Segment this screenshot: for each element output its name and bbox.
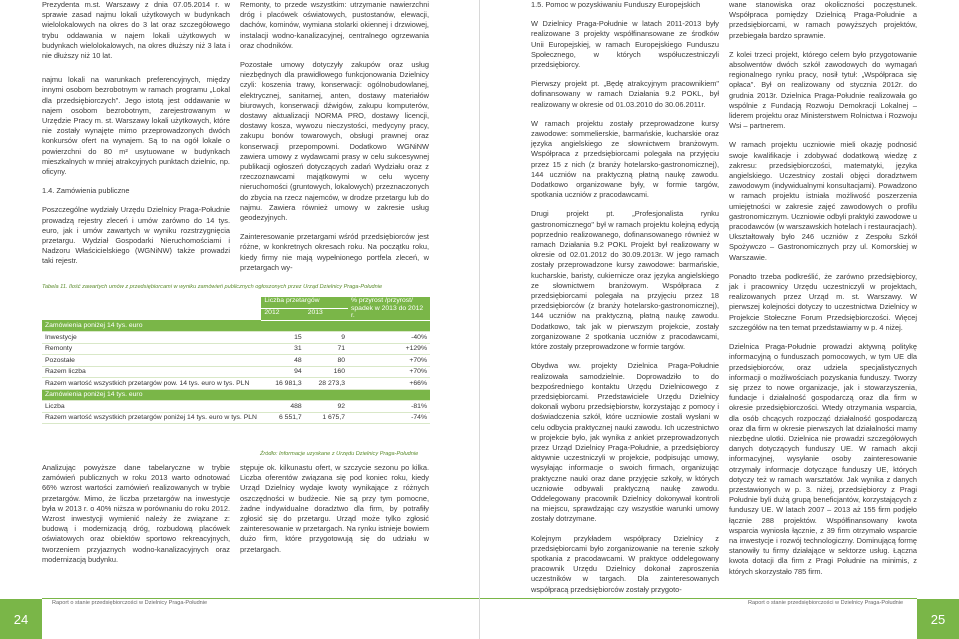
- paragraph: Analizując powyższe dane tabelaryczne w trybie zamówień publicznych w roku 2013 warto odnotować 66% wzrost wartości zamówień realizowanych w trybie przetargów. Mimo, że liczba przetargów na inwestycje była w 2013 r. o 40% niższa w porównaniu do roku 2012. Wzrost inwestycji wymienić należy że związane z: budową i modernizacją dróg, rozbudową placówek oświatowych oraz obiektów sportowo rekreacyjnych, tworzeniem przyjaznych wodno-kanalizacyjnych oraz modernizacją budynku.: [42, 463, 230, 564]
- row-value: +66%: [348, 378, 430, 390]
- row-value: [305, 389, 348, 401]
- row-value: [305, 320, 348, 332]
- right-page: [480, 0, 959, 639]
- paragraph: W ramach projektu zostały przeprowadzone kursy zawodowe: sommelierskie, barmańskie, kucharskie oraz języka angielskiego ze słownictwem branżowym. Współpraca z przedsiębiorcami polegała na przyjęciu przez 15 z nich (z branży hotelarsko-gastronomicznej), 144 uczniów na praktyczną płatną naukę zawodu. Dodatkowo organizowane były, w formie targów, spotkania uczniów z pracodawcami.: [531, 118, 719, 200]
- table-row: [42, 366, 430, 378]
- row-value: +70%: [348, 366, 430, 378]
- row-value: [348, 389, 430, 401]
- paragraph: Dzielnica Praga-Południe prowadzi aktywną politykę informacyjną o funduszach pomocowych, w tym UE dla przedsiębiorców, oraz udziela specjalistycznych informacji o możliwościach pozyskania funduszy. Tworzy się przez to nowe organizacje, jak i stowarzyszenia, fundacje i działalność gospodarczą oraz dla firm w okresie przedsiębiorczości. Wtedy otrzymania wsparcia, dla osób chcących rozpocząć działalność gospodarczą oraz dla firm w okresie pierwszych lat działalności mamy niezbędne ulotki. Dzielnica nie prowadzi szczegółowych danych dotyczących funduszy UE. W ramach akcji informacyjnej, wysyłanie osoby zainteresowanie otrzymały informacje dotyczące funduszy UE, których dotyczy też w ramach warsztatów. Jak wynika z danych przestawionych w p. 3. niżej, przedsiębiorcy z Pragi Południe byli dużą grupą beneficjantów, korzystających z funduszy UE. W latach 2007 – 2013 aż 155 firm podjęło łącznie 288 projektów. Współfinansowany kwota wsparcia wyniosła łącznie, z 39 firm otrzymało wsparcie na inwestycje i rozwój technologiczny. Dominującą formę stanowiły tu firmy działające w sektorze usług. Łączna kwota dotacji dla firm z Pragi Południe na minimis, z których skorzystało 785 firm.: [729, 342, 917, 576]
- table-row: [42, 401, 430, 413]
- row-value: 80: [305, 355, 348, 367]
- row-value: 9: [305, 332, 348, 344]
- header-year-2013: 2013: [305, 308, 348, 320]
- row-value: [261, 389, 304, 401]
- table-row: [42, 378, 430, 390]
- table-row: [42, 355, 430, 367]
- paragraph: Obydwa ww. projekty Dzielnica Praga-Południe realizowała samodzielnie. Doprowadziło to do bezpośredniego kontaktu Urzędu Dzielnicowego z przedsiębiorcami. Przedstawiciele Urzędu Dzielnicy dokonali wyboru przedsiębiorstw, korzystając z pomocy i doświadczenia szkół, które uczniowie zostali wysłani w celu odbycia praktycznej nauki zawodu. Ich uczestnictwo w projekcie było, jak wynika z ankiet przeprowadzonych przez Urząd Dzielnicy Praga-Południe, a przedsiębiorcy aktywnie uczestniczyli w projekcie, podpisując umowy, wysyłając informacje o swoich firmach, organizując praktyczne nauki oraz dane przyjęcie szkoły, w których uczniowie odbywali praktyczną naukę zawodu. Oddelegowany pracownik Dzielnicy dokonywał kontroli na miejscu, sprawdzając czy wszystkie warunki umowy zostały dotrzymane.: [531, 361, 719, 524]
- paragraph: Ponadto trzeba podkreślić, że zarówno przedsiębiorcy, jak i pracownicy Urzędu uczestniczyli w projektach, realizowanych przez Urząd m. st. Warszawy. W pierwszej kolejności dotyczy to uczestnictwa Dzielnicy w Projekcie Stołeczne Forum Przedsiębiorczości. Więcej szczegółów na ten temat przedstawiamy w p. 4 niżej.: [729, 271, 917, 332]
- row-value: 31: [261, 343, 304, 355]
- row-label: Liczba: [42, 401, 261, 413]
- row-value: -40%: [348, 332, 430, 344]
- row-value: 6 551,7: [261, 412, 304, 424]
- row-value: 94: [261, 366, 304, 378]
- row-value: 488: [261, 401, 304, 413]
- row-value: 1 675,7: [305, 412, 348, 424]
- paragraph: stępuje ok. kilkunastu ofert, w szczycie sezonu po kilka. Liczba oferentów związana się pod koniec roku, kiedy Urząd Dzielnicy wydaje kwoty wynikające z różnych oszczędności w budżecie. Nie są przy tym pomocne, żadne indywidualne doradztwo dla firm, by potrafiły zgłosić się do przetargu. Urząd może tylko zgłosić zainteresowanie w przetargach. Na rynku istnieje bowiem dużo firm, które przygotowują się do udziału w przetargach.: [240, 463, 429, 554]
- row-value: [261, 320, 304, 332]
- paragraph: W ramach projektu uczniowie mieli okazję podnosić swoje kwalifikacje i zdobywać dodatkową wiedzę z zakresu: przedsiębiorczości, matematyki, języka angielskiego. Uczestnicy zostali objęci doradztwem zawodowym (indywidualnymi konsultacjami). Powadzono w ramach projektu istniała możliwość poszerzenia umiejętności w zakresie zajęć zawodowych o profilu gastronomicznym. Uczniowie odbyli praktyki zawodowe u pracodawców (w warszawskich hotelach i restauracjach). Ukształtowały było 246 uczniów z Zespołu Szkół Spożywczo – Gastronomicznych przy ul. Komorskiej w Warszawie.: [729, 140, 917, 262]
- row-value: 28 273,3: [305, 378, 348, 390]
- table-row: [42, 412, 430, 424]
- row-value: 48: [261, 355, 304, 367]
- paragraph: wane stanowiska oraz okoliczności poczęstunek. Współpraca pomiędzy Dzielnicą Praga-Południe a przedsiębiorcami, w ramach powyższych projektów, przebiegała bardzo sprawnie.: [729, 0, 917, 40]
- header-year-2012: 2012: [261, 308, 304, 320]
- row-value: -74%: [348, 412, 430, 424]
- row-value: +70%: [348, 355, 430, 367]
- paragraph: najmu lokali na warunkach preferencyjnych, między innymi osobom bezrobotnym w ramach programu „Lokal dla przedsiębiorczych". Jego istotą jest oddawanie w najem osobom bezrobotnym, zarejestrowanym w Urzędzie Pracy m. st. Warszawy lokali użytkowych, które nie zostały wynajęte mimo przeprowadzonych dwóch konkursów ofert na wynajem. Są to na ogół lokale o powierzchni do 80 m² usytuowane w budynkach mieszkalnych w mniej atrakcyjnych punktach dzielnic, np. oficyny.: [42, 75, 230, 177]
- row-value: 15: [261, 332, 304, 344]
- right-column-2: [729, 0, 917, 586]
- page-number: 24: [0, 599, 42, 639]
- left-column-1: [42, 0, 230, 276]
- left-bottom-column-1: [42, 463, 230, 574]
- right-column-1: [531, 0, 719, 604]
- table-corner: [42, 308, 261, 320]
- row-value: 92: [305, 401, 348, 413]
- row-value: [348, 320, 430, 332]
- table-row: [42, 343, 430, 355]
- table-group-row: [42, 389, 430, 401]
- row-label: Remonty: [42, 343, 261, 355]
- left-column-2: [240, 0, 429, 282]
- row-label: Razem liczba: [42, 366, 261, 378]
- paragraph: Zainteresowanie przetargami wśród przedsiębiorców jest różne, w konkretnych okresach roku. Na początku roku, kiedy firmy nie mają wypełnionego portfela zleceń, w przetargach wy-: [240, 232, 429, 272]
- row-label: Razem wartość wszystkich przetargów poniżej 14 tys. euro w tys. PLN: [42, 412, 261, 424]
- section-heading: 1.5. Pomoc w pozyskiwaniu Funduszy Europejskich: [531, 0, 701, 9]
- table-row: [42, 332, 430, 344]
- table-group-row: [42, 320, 430, 332]
- footer-rule: [480, 598, 917, 599]
- header-tender-count: Liczba przetargów: [261, 297, 348, 308]
- page-number: 25: [917, 599, 959, 639]
- row-value: 71: [305, 343, 348, 355]
- row-value: +129%: [348, 343, 430, 355]
- row-label: Zamówienia poniżej 14 tys. euro: [42, 389, 261, 401]
- footer-text: Raport o stanie przedsiębiorczości w Dzielnicy Praga-Południe: [748, 600, 904, 606]
- table-corner: [42, 297, 261, 308]
- paragraph: Kolejnym przykładem współpracy Dzielnicy z przedsiębiorcami było zorganizowanie na terenie szkoły spotkania z pracodawcami. W praktyce oddelegowany pracownik Urzędu Dzielnicy dokonał zaproszenia uczestników w targach. Dla zainteresowanych współpracą przedsiębiorców zostały przygoto-: [531, 533, 719, 594]
- footer-rule: [42, 598, 479, 599]
- paragraph: Z kolei trzeci projekt, którego celem było przygotowanie absolwentów dwóch szkół zawodowych do wymagań regionalnego rynku pracy, nosił tytuł: „Współpraca się opłaca". Był on realizowany od stycznia 2012r. do grudnia 2013r. Dzielnica Praga-Południe realizowała go wspólnie z Fundacją Rozwoju Demokracji Lokalnej – liderem projektu oraz Ministerstwem Rolnictwa i Rozwoju Wsi – partnerem.: [729, 49, 917, 131]
- paragraph: Pierwszy projekt pt. „Będę atrakcyjnym pracownikiem" dofinansowany w ramach Działania 9.2 POKL, był realizowany w okresie od 01.03.2010 do 30.06.2011r.: [531, 79, 719, 109]
- section-heading: 1.4. Zamówienia publiczne: [42, 186, 130, 196]
- table-caption: Tabela 11. Ilość zawartych umów z przedsiębiorcami w wyniku zamówień publicznych ogłoszonych przez Urząd Dzielnicy Praga-Południe: [42, 284, 383, 290]
- left-bottom-column-2: [240, 463, 429, 564]
- row-value: 160: [305, 366, 348, 378]
- row-label: Pozostałe: [42, 355, 261, 367]
- row-label: Zamówienia poniżej 14 tys. euro: [42, 320, 261, 332]
- row-value: -81%: [348, 401, 430, 413]
- table-source: Źródło: Informacje uzyskane z Urzędu Dzielnicy Praga-Południe: [260, 451, 419, 457]
- paragraph: Pozostałe umowy dotyczyły zakupów oraz usług niezbędnych dla prawidłowego funkcjonowania Dzielnicy czyli: koszenia trawy, konserwacji: ogólnobudowlanej, elektrycznej, sanitarnej, anten, dostawy materiałów biurowych, konserwacji dźwigów, zakupu komputerów, dostawy aktualizacji NORMA PRO, dostawy licencji, dostawy kosza, wywozu nieczystości, medycyny pracy, zakupu bonów towarowych, obsługi prawnej oraz konserwacji przepompowni. Dodatkowo WGNiNW zawiera umowy z wydawcami prasy w celu sukcesywnej publikacji ogłoszeń dotyczących zadań Wydziału oraz z rzeczoznawcami majątkowymi w celu wyceny nieruchomości (gruntowych, lokalowych) przeznaczonych do zbycia na rzecz najemców, w drodze przetargu lub do najmu. Zawiera również umowy w zakresie usług geodezyjnych.: [240, 60, 429, 223]
- paragraph: Prezydenta m.st. Warszawy z dnia 07.05.2014 r. w sprawie zasad najmu lokali użytkowych w budynkach wielolokalowych na okres do 3 lat oraz szczegółowego trybu oddawania w najem lokali użytkowych w budynkach wielolokalowych, na okres dłuższy niż 3 lata i nie dłuższy niż 10 lat.: [42, 0, 230, 61]
- header-percent-change: % przyrost /przyrost/ spadek w 2013 do 2012 r.: [348, 297, 430, 320]
- row-label: Inwestycje: [42, 332, 261, 344]
- contracts-table: [42, 297, 430, 424]
- paragraph: W Dzielnicy Praga-Południe w latach 2011-2013 były realizowane 3 projekty współfinansowane ze środków Unii Europejskiej, w ramach Europejskiego Funduszu Społecznego, w których współuczestniczyli przedsiębiorcy.: [531, 19, 719, 70]
- paragraph: Remonty, to przede wszystkim: utrzymanie nawierzchni dróg i placówek oświatowych, pustostanów, elewacji, dachów, kominów, wymiana stolarki okiennej i drzwiowej, instalacji wodno-kanalizacyjnej, centralnego ogrzewania oraz chodników.: [240, 0, 429, 50]
- paragraph: Drugi projekt pt. „Profesjonalista rynku gastronomicznego" był w ramach projektu kolejną edycją poprzednio realizowanego, dofinansowanego również w ramach Działania 9.2 POKL Projekt był realizowany w okresie od 02.01.2012 do 30.09.2013r. W jego ramach zostały przeprowadzone kursy zawodowe: barmańskie, kucharskie, baristy, cukiernicze oraz języka angielskiego ze słownictwem branżowym. Współpraca z przedsiębiorcami polegała na przyjęciu przez 18 przedsiębiorców (z branży hotelarsko-gastronomicznej), 144 uczniów na praktyczną, płatną naukę zawodu. Dodatkowo, tak jak w pierwszym projekcie, zostały zorganizowane 2 spotkania uczniów z pracodawcami, które zostały przeprowadzone w formie targów.: [531, 209, 719, 352]
- row-label: Razem wartość wszystkich przetargów pow. 14 tys. euro w tys. PLN: [42, 378, 261, 390]
- footer-text: Raport o stanie przedsiębiorczości w Dzielnicy Praga-Południe: [52, 600, 208, 606]
- row-value: 16 981,3: [261, 378, 304, 390]
- paragraph: Poszczególne wydziały Urzędu Dzielnicy Praga-Południe prowadzą rejestry zleceń i umów zarówno do 14 tys. euro, jak i umów zawartych w wyniku rozstrzygnięcia przetargu. Wydział Gospodarki Nieruchomościami i Nadzoru Właścicielskiego (WGNiNW) także prowadzi taki rejestr.: [42, 205, 230, 266]
